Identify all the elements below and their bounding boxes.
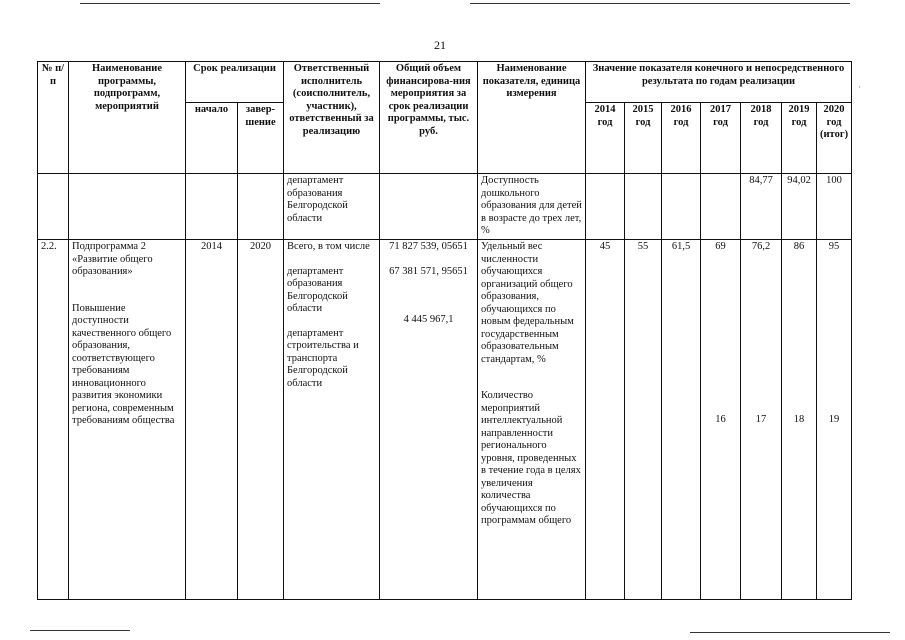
header-year-2020: 2020 год (итог) xyxy=(817,103,852,174)
row2-value2-2020: 19 xyxy=(828,413,840,425)
row2-name xyxy=(69,240,186,600)
header-end: завер-шение xyxy=(238,103,284,174)
row2-num: 2.2. xyxy=(38,240,69,600)
row2-funding xyxy=(380,240,478,600)
row2-values-2014 xyxy=(586,240,625,600)
header-indicator: Наименование показателя, единица измерения xyxy=(478,62,586,174)
row2-executor xyxy=(284,240,380,600)
header-year-2017: 2017 год xyxy=(701,103,741,174)
row1-value-2018: 84,77 xyxy=(741,174,782,240)
row1-executor: департамент образования Белгородской области xyxy=(284,174,380,240)
header-num: № п/п xyxy=(38,62,69,174)
table-row xyxy=(38,174,852,240)
scan-top-line-right xyxy=(470,3,850,4)
row2-values-2017 xyxy=(701,240,741,600)
scan-bottom-line xyxy=(30,630,130,631)
header-year-2019: 2019 год xyxy=(782,103,817,174)
row2-value1-2019: 86 xyxy=(793,241,805,252)
row1-value-2014 xyxy=(586,174,625,240)
row2-indicator1: Удельный вес численности обучающихся организаций общего образования, обучающихся по новым федеральным государственным образовательным стандартам, % xyxy=(481,241,574,365)
row2-indicator2: Количество мероприятий интеллектуальной направленности регионального уровня, проведенных в течение года в целях увеличения количества обучающихся по программам общего xyxy=(481,390,581,526)
row2-value2-2017: 16 xyxy=(715,413,726,425)
row1-indicator: Доступность дошкольного образования для детей в возрасте до трех лет, % xyxy=(478,174,586,240)
row2-values-2018 xyxy=(741,240,782,600)
row2-end: 2020 xyxy=(238,240,284,600)
header-row-1 xyxy=(38,62,852,103)
header-period: Срок реализации xyxy=(186,62,284,103)
header-funding: Общий объем финансирова-ния мероприятия за срок реализации программы, тыс. руб. xyxy=(380,62,478,174)
row2-fund-dept1: 67 381 571, 95651 xyxy=(389,265,468,277)
scan-bottom-line-right xyxy=(690,632,890,633)
row2-value1-2015: 55 xyxy=(637,241,649,252)
row2-name-title: Подпрограмма 2 «Развитие общего образования» xyxy=(72,241,153,277)
header-year-2018: 2018 год xyxy=(741,103,782,174)
row2-name-goal: Повышение доступности качественного общего образования, соответствующего требованиям инновационного развития экономики региона, современным требованиям общества xyxy=(72,302,175,426)
header-year-2014: 2014 год xyxy=(586,103,625,174)
row1-value-2020: 100 xyxy=(817,174,852,240)
header-start: начало xyxy=(186,103,238,174)
row2-value1-2020: 95 xyxy=(828,241,840,252)
scan-top-line xyxy=(80,3,380,4)
row2-value1-2014: 45 xyxy=(599,241,611,252)
row2-value2-2019: 18 xyxy=(793,413,805,425)
program-table xyxy=(37,61,852,600)
row2-value2-2018: 17 xyxy=(755,413,767,425)
row2-fund-dept2: 4 445 967,1 xyxy=(403,314,454,325)
row2-value1-2017: 69 xyxy=(715,241,726,252)
row2-exec-total: Всего, в том числе xyxy=(287,241,370,252)
row2-values-2020 xyxy=(817,240,852,600)
row1-value-2016 xyxy=(662,174,701,240)
row2-values-2019 xyxy=(782,240,817,600)
row2-value1-2018: 76,2 xyxy=(751,241,771,252)
table-row xyxy=(38,240,852,600)
header-executor: Ответственный исполнитель (соисполнитель, участник), ответственный за реализацию xyxy=(284,62,380,174)
row1-value-2015 xyxy=(625,174,662,240)
row2-exec-dept2: департамент строительства и транспорта Белгородской области xyxy=(287,327,359,389)
row2-fund-total: 71 827 539, 05651 xyxy=(389,241,468,252)
header-year-2015: 2015 год xyxy=(625,103,662,174)
row2-value1-2016: 61,5 xyxy=(671,241,691,252)
row2-exec-dept1: департамент образования Белгородской области xyxy=(287,265,348,314)
row2-values-2015 xyxy=(625,240,662,600)
row2-values-2016 xyxy=(662,240,701,600)
page-number: 21 xyxy=(434,38,446,52)
margin-mark: · xyxy=(858,82,861,92)
header-name: Наименование программы, подпрограмм, мероприятий xyxy=(69,62,186,174)
header-year-2016: 2016 год xyxy=(662,103,701,174)
row1-value-2017 xyxy=(701,174,741,240)
header-values-group: Значение показателя конечного и непосредственного результата по годам реализации xyxy=(586,62,852,103)
row1-value-2019: 94,02 xyxy=(782,174,817,240)
row2-indicator xyxy=(478,240,586,600)
row2-start: 2014 xyxy=(186,240,238,600)
